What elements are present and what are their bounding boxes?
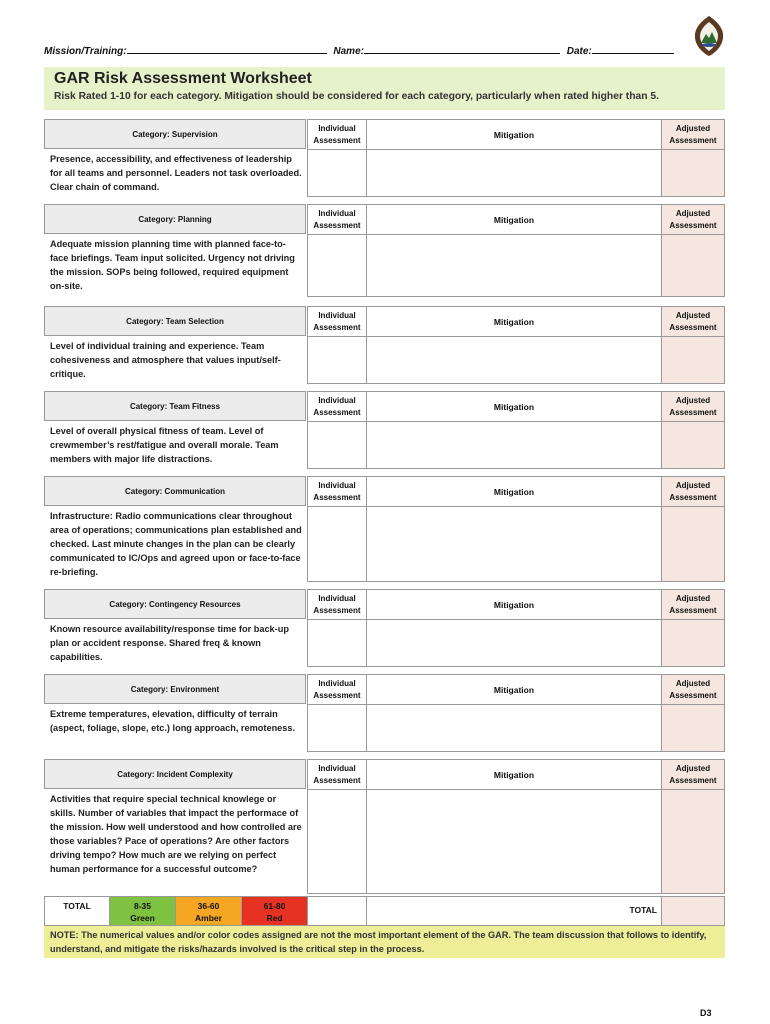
amber-code — [176, 896, 242, 926]
mitigation-cell[interactable] — [367, 204, 662, 297]
mitigation-cell[interactable] — [367, 674, 662, 752]
category-header: Category: Environment — [44, 674, 306, 704]
adjusted-assessment-cell[interactable] — [662, 674, 725, 752]
category-header: Category: Team Selection — [44, 306, 306, 336]
mitigation-cell[interactable] — [367, 119, 662, 197]
amber-label: Amber — [195, 913, 222, 923]
category-block — [44, 119, 725, 197]
category-description: Extreme temperatures, elevation, difficulty of terrain (aspect, foliage, slope, etc.) long approach, remoteness. — [50, 709, 296, 733]
mitigation-header: Mitigation — [367, 675, 661, 705]
totals-row — [44, 896, 725, 926]
adjusted-assessment-header: Adjusted Assessment — [662, 675, 724, 705]
adjusted-assessment-header: Adjusted Assessment — [662, 477, 724, 507]
category-block — [44, 476, 725, 582]
individual-assessment-header: Individual Assessment — [308, 120, 366, 150]
individual-assessment-header: Individual Assessment — [308, 590, 366, 620]
individual-assessment-header: Individual Assessment — [308, 392, 366, 422]
adjusted-assessment-cell[interactable] — [662, 759, 725, 894]
category-header: Category: Supervision — [44, 119, 306, 149]
category-description: Infrastructure: Radio communications clear throughout area of operations; communications plan established and checked. Last minute changes in the plan can be clearly communicated to IC/Ops and agreed upon or face-to-face re-briefing. — [50, 511, 302, 577]
category-header: Category: Communication — [44, 476, 306, 506]
page-title: GAR Risk Assessment Worksheet — [54, 70, 312, 87]
adjusted-assessment-header: Adjusted Assessment — [662, 120, 724, 150]
category-description: Known resource availability/response time for back-up plan or accident response. Shared freq & known capabilities. — [50, 624, 289, 662]
total-adjusted-cell[interactable] — [662, 896, 725, 926]
total-left-label: TOTAL — [44, 896, 110, 926]
mitigation-header: Mitigation — [367, 477, 661, 507]
adjusted-assessment-cell[interactable] — [662, 476, 725, 582]
red-label: Red — [266, 913, 283, 923]
mission-field[interactable] — [127, 44, 327, 54]
individual-assessment-header: Individual Assessment — [308, 760, 366, 790]
individual-assessment-header: Individual Assessment — [308, 307, 366, 337]
adjusted-assessment-cell[interactable] — [662, 119, 725, 197]
note-box: NOTE: The numerical values and/or color codes assigned are not the most important element of the GAR. The team discussion that follows to identify, understand, and mitigate the risks/hazards involved is the critical step in the process. — [44, 926, 725, 958]
mitigation-header: Mitigation — [367, 120, 661, 150]
category-header: Category: Team Fitness — [44, 391, 306, 421]
title-banner — [44, 67, 725, 110]
adjusted-assessment-cell[interactable] — [662, 589, 725, 667]
category-description: Activities that require special technical knowlege or skills. Number of variables that impact the performace of the mission. How well understood and how controlled are those variables? Pace of operations? Are other factors driving tempo? How much are we relying on perfect human performance for a successful outcome? — [50, 794, 302, 874]
name-label: Name: — [333, 46, 364, 57]
individual-assessment-cell[interactable] — [307, 391, 367, 469]
individual-assessment-cell[interactable] — [307, 204, 367, 297]
page-subtitle: Risk Rated 1-10 for each category. Mitigation should be considered for each category, particularly when rated higher than 5. — [54, 91, 659, 102]
adjusted-assessment-header: Adjusted Assessment — [662, 760, 724, 790]
page-number: D3 — [700, 1008, 712, 1018]
individual-assessment-header: Individual Assessment — [308, 205, 366, 235]
mission-label: Mission/Training: — [44, 46, 127, 57]
green-label: Green — [130, 913, 155, 923]
mitigation-header: Mitigation — [367, 760, 661, 790]
mitigation-header: Mitigation — [367, 590, 661, 620]
mitigation-header: Mitigation — [367, 392, 661, 422]
category-description: Adequate mission planning time with planned face-to-face briefings. Team input solicited. Urgency not driving the mission. SOPs being followed, required equipment on-site. — [50, 239, 295, 291]
individual-assessment-cell[interactable] — [307, 306, 367, 384]
header-fields — [44, 44, 684, 57]
individual-assessment-header: Individual Assessment — [308, 477, 366, 507]
category-block — [44, 204, 725, 297]
red-range: 61-80 — [263, 901, 286, 911]
category-description: Presence, accessibility, and effectiveness of leadership for all teams and personnel. Leaders not task overloaded. Clear chain of command. — [50, 154, 302, 192]
category-description: Level of overall physical fitness of team. Level of crewmember’s rest/fatigue and overall morale. Team members with major life distractions. — [50, 426, 279, 464]
category-block — [44, 674, 725, 752]
category-block — [44, 391, 725, 469]
total-individual-cell[interactable] — [307, 896, 367, 926]
category-block — [44, 589, 725, 667]
adjusted-assessment-header: Adjusted Assessment — [662, 392, 724, 422]
adjusted-assessment-cell[interactable] — [662, 391, 725, 469]
category-description: Level of individual training and experience. Team cohesiveness and atmosphere that values input/self-critique. — [50, 341, 281, 379]
mitigation-cell[interactable] — [367, 306, 662, 384]
adjusted-assessment-header: Adjusted Assessment — [662, 307, 724, 337]
adjusted-assessment-cell[interactable] — [662, 306, 725, 384]
green-range: 8-35 — [133, 901, 151, 911]
mitigation-cell[interactable] — [367, 476, 662, 582]
category-block — [44, 759, 725, 894]
date-label: Date: — [566, 46, 592, 57]
mitigation-cell[interactable] — [367, 589, 662, 667]
green-code — [110, 896, 176, 926]
individual-assessment-cell[interactable] — [307, 759, 367, 894]
amber-range: 36-60 — [197, 901, 220, 911]
adjusted-assessment-header: Adjusted Assessment — [662, 205, 724, 235]
category-header: Category: Contingency Resources — [44, 589, 306, 619]
individual-assessment-cell[interactable] — [307, 589, 367, 667]
total-right-label: TOTAL — [367, 896, 662, 926]
mitigation-cell[interactable] — [367, 391, 662, 469]
name-field[interactable] — [364, 44, 560, 54]
arrowhead-logo — [694, 16, 724, 56]
mitigation-header: Mitigation — [367, 307, 661, 337]
category-block — [44, 306, 725, 384]
individual-assessment-cell[interactable] — [307, 119, 367, 197]
individual-assessment-cell[interactable] — [307, 674, 367, 752]
mitigation-header: Mitigation — [367, 205, 661, 235]
red-code — [242, 896, 308, 926]
individual-assessment-cell[interactable] — [307, 476, 367, 582]
date-field[interactable] — [592, 44, 674, 54]
category-header: Category: Planning — [44, 204, 306, 234]
mitigation-cell[interactable] — [367, 759, 662, 894]
adjusted-assessment-cell[interactable] — [662, 204, 725, 297]
individual-assessment-header: Individual Assessment — [308, 675, 366, 705]
adjusted-assessment-header: Adjusted Assessment — [662, 590, 724, 620]
category-header: Category: Incident Complexity — [44, 759, 306, 789]
